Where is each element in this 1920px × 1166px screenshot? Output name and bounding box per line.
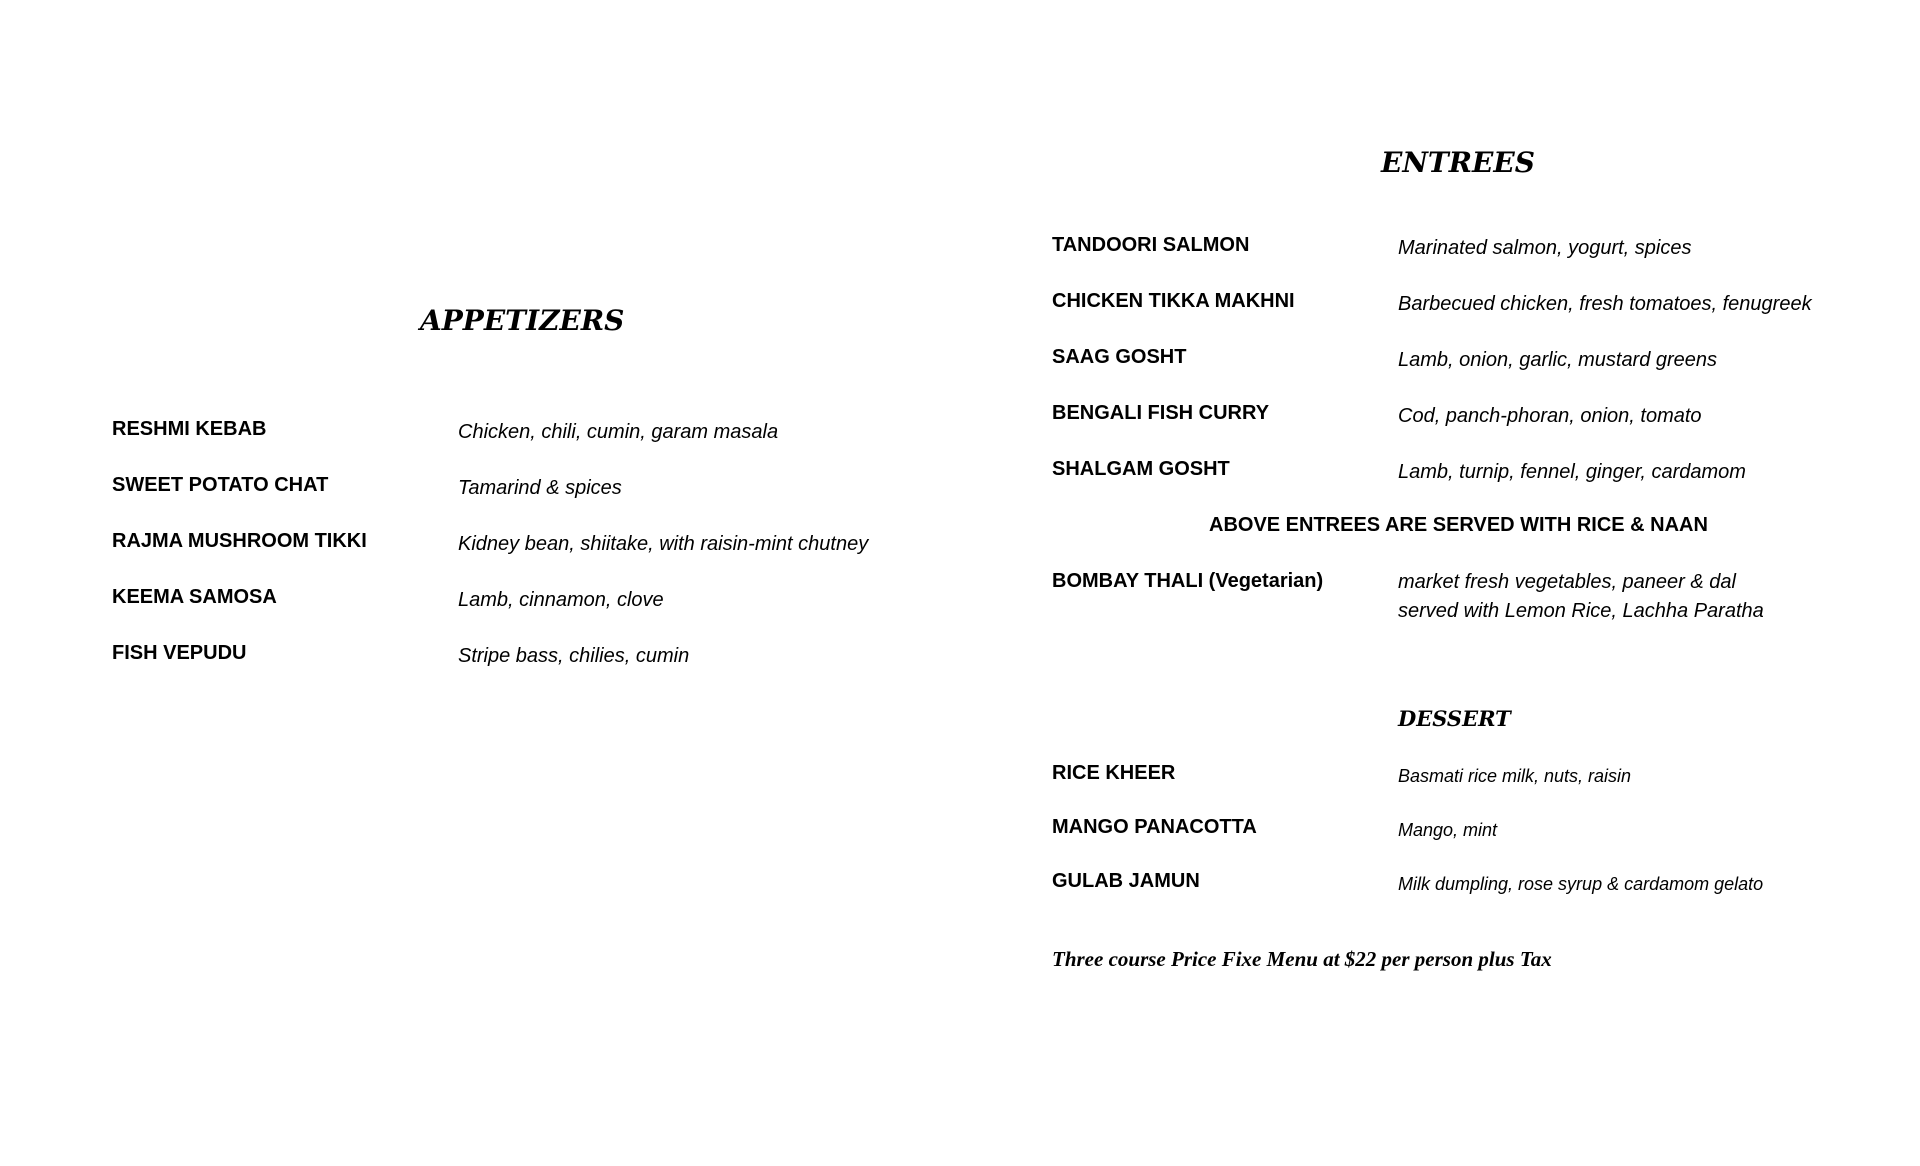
dish-name: RESHMI KEBAB [112,418,267,440]
dish-name: CHICKEN TIKKA MAKHNI [1052,290,1295,312]
dish-name: RICE KHEER [1052,762,1176,784]
dish-description: Stripe bass, chilies, cumin [458,645,690,667]
dish-description: Milk dumpling, rose syrup & cardamom gelato [1398,874,1764,894]
entrees-served-note: ABOVE ENTREES ARE SERVED WITH RICE & NAAN [1209,514,1708,536]
dish-description: Barbecued chicken, fresh tomatoes, fenugreek [1398,293,1812,315]
dish-description: Mango, mint [1398,820,1498,840]
dish-name: SAAG GOSHT [1052,346,1187,368]
appetizers-title: APPETIZERS [420,304,625,337]
dish-description: Chicken, chili, cumin, garam masala [458,421,779,443]
dish-description: Kidney bean, shiitake, with raisin-mint chutney [458,533,869,555]
dish-name: BENGALI FISH CURRY [1052,402,1270,424]
dish-description: Lamb, cinnamon, clove [458,589,664,611]
dish-name: BOMBAY THALI (Vegetarian) [1052,570,1324,592]
dish-name: SHALGAM GOSHT [1052,458,1230,480]
dish-description-line: served with Lemon Rice, Lachha Paratha [1398,600,1764,622]
dish-name: MANGO PANACOTTA [1052,816,1257,838]
dish-name: SWEET POTATO CHAT [112,474,329,496]
dish-description [1398,568,1764,626]
price-fixe-note: Three course Price Fixe Menu at $22 per person plus Tax [1052,947,1552,971]
dish-description: Lamb, turnip, fennel, ginger, cardamom [1398,461,1746,483]
dish-name: GULAB JAMUN [1052,870,1200,892]
dish-description: Lamb, onion, garlic, mustard greens [1398,349,1718,371]
dish-description: Cod, panch-phoran, onion, tomato [1398,405,1702,427]
dish-name: FISH VEPUDU [112,642,247,664]
dish-name: RAJMA MUSHROOM TIKKI [112,530,367,552]
dish-name: KEEMA SAMOSA [112,586,277,608]
entrees-title: ENTREES [1381,146,1535,179]
dish-description: Basmati rice milk, nuts, raisin [1398,766,1632,786]
dish-description: Tamarind & spices [458,477,622,499]
dessert-title: DESSERT [1398,706,1511,731]
dish-name: TANDOORI SALMON [1052,234,1250,256]
dish-description-line: market fresh vegetables, paneer & dal [1398,571,1736,593]
dish-description: Marinated salmon, yogurt, spices [1398,237,1692,259]
